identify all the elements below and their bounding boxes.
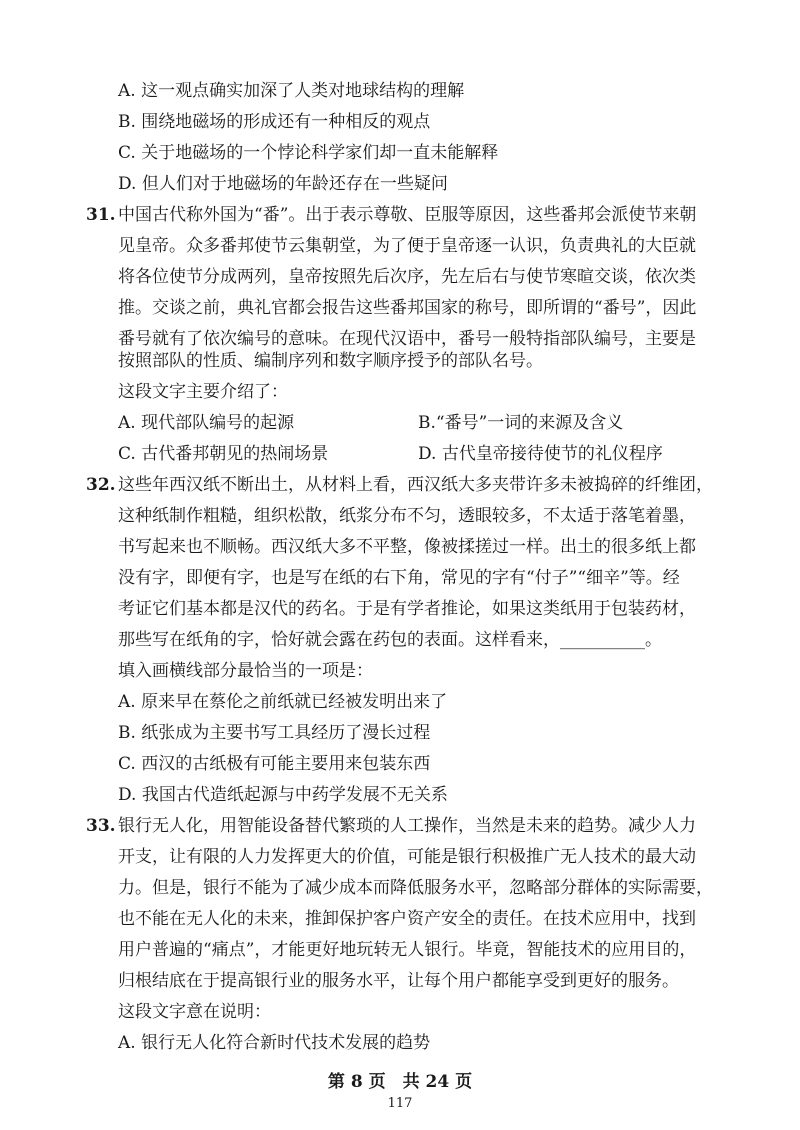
q32-passage-line: 书写起来也不顺畅。西汉纸大多不平整，像被揉搓过一样。出土的很多纸上都 (118, 537, 696, 557)
q33-passage-line: 银行无人化，用智能设备替代繁琐的人工操作，当然是未来的趋势。减少人力 (118, 816, 696, 836)
q33-passage-line: 归根结底在于提高银行业的服务水平，让每个用户都能享受到更好的服务。 (118, 971, 679, 991)
q33-number: 33. (86, 816, 116, 836)
q31-passage-line: 将各位使节分成两列，皇帝按照先后次序，先左后右与使节寒暄交谈，依次类 (118, 267, 696, 287)
q31-option-a: A. 现代部队编号的起源 (118, 413, 295, 433)
q31-number: 31. (86, 205, 116, 225)
q33-passage-line: 用户普遍的“痛点”，才能更好地玩转无人银行。毕竟，智能技术的应用目的， (118, 940, 697, 960)
q31-option-d: D. 古代皇帝接待使节的礼仪程序 (418, 444, 663, 464)
q32-number: 32. (86, 475, 116, 495)
q31-passage-line: 按照部队的性质、编制序列和数字顺序授予的部队名号。 (118, 351, 543, 371)
q31-passage-line: 见皇帝。众多番邦使节云集朝堂，为了便于皇帝逐一认识，负责典礼的大臣就 (118, 236, 696, 256)
q32-passage-line: 没有字，即便有字，也是写在纸的右下角，常见的字有“付子”“细辛”等。经 (118, 568, 680, 588)
q33-option-a: A. 银行无人化符合新时代技术发展的趋势 (118, 1033, 431, 1053)
q32-passage-line: 这些年西汉纸不断出土，从材料上看，西汉纸大多夹带许多未被捣碎的纤维团， (118, 475, 713, 495)
q31-option-b: B.“番号”一词的来源及含义 (418, 413, 624, 433)
sheet-number: 117 (387, 1096, 413, 1111)
q32-passage-line: 考证它们基本都是汉代的药名。于是有学者推论，如果这类纸用于包装药材， (118, 599, 696, 619)
q31-passage-line: 推。交谈之前，典礼官都会报告这些番邦国家的称号，即所谓的“番号”，因此 (118, 298, 697, 318)
q33-passage-line: 也不能在无人化的未来，推卸保护客户资产安全的责任。在技术应用中，找到 (118, 909, 696, 929)
page-number-label: 第 8 页 共 24 页 (327, 1072, 473, 1092)
q31-option-c: C. 古代番邦朝见的热闹场景 (118, 444, 329, 464)
q32-option-d: D. 我国古代造纸起源与中药学发展不无关系 (118, 785, 448, 805)
q30-option-b: B. 围绕地磁场的形成还有一种相反的观点 (118, 112, 431, 132)
q32-prompt: 填入画横线部分最恰当的一项是： (118, 661, 373, 681)
q32-passage-line: 这种纸制作粗糙，组织松散，纸浆分布不匀，透眼较多，不太适于落笔着墨， (118, 506, 696, 526)
q32-option-b: B. 纸张成为主要书写工具经历了漫长过程 (118, 723, 431, 743)
q32-passage-line: 那些写在纸角的字，恰好就会露在药包的表面。这样看来，__________。 (118, 630, 662, 650)
q31-passage-line: 番号就有了依次编号的意味。在现代汉语中，番号一般特指部队编号，主要是 (118, 329, 696, 349)
q30-option-c: C. 关于地磁场的一个悖论科学家们却一直未能解释 (118, 143, 499, 163)
q31-passage-line: 中国古代称外国为“番”。出于表示尊敬、臣服等原因，这些番邦会派使节来朝 (118, 205, 697, 225)
q30-option-a: A. 这一观点确实加深了人类对地球结构的理解 (118, 81, 465, 101)
q30-option-d: D. 但人们对于地磁场的年龄还存在一些疑问 (118, 174, 448, 194)
q33-passage-line: 力。但是，银行不能为了减少成本而降低服务水平，忽略部分群体的实际需要， (118, 878, 713, 898)
q32-option-a: A. 原来早在蔡伦之前纸就已经被发明出来了 (118, 692, 448, 712)
q33-passage-line: 开支，让有限的人力发挥更大的价值，可能是银行积极推广无人技术的最大动 (118, 847, 696, 867)
q33-prompt: 这段文字意在说明： (118, 1002, 271, 1022)
q32-option-c: C. 西汉的古纸极有可能主要用来包装东西 (118, 754, 431, 774)
q31-prompt: 这段文字主要介绍了： (118, 382, 288, 402)
